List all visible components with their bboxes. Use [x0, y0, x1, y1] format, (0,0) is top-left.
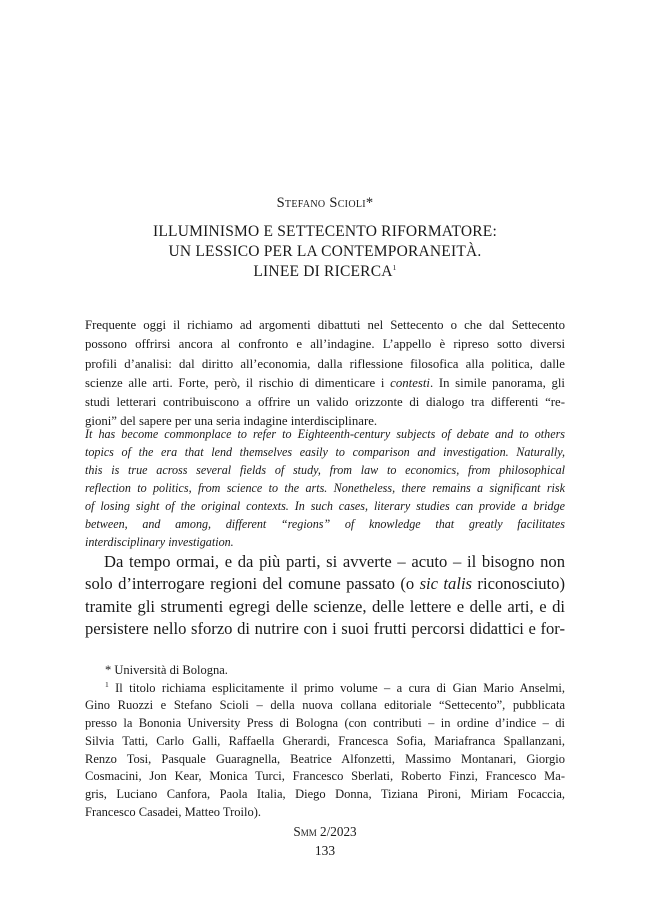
footnotes: [85, 662, 565, 821]
journal-citation: [0, 824, 650, 840]
footnote-line: presso la Bononia University Press di Bologna (con contributi – in ordine d’indice – di: [85, 716, 565, 731]
body-italic-phrase: sic talis: [419, 574, 473, 594]
title-footnote-mark: 1: [392, 262, 397, 272]
footnote-affiliation: * Università di Bologna.: [105, 663, 228, 677]
title-line: [0, 262, 650, 282]
title-line: ILLUMINISMO E SETTECENTO RIFORMATORE:: [153, 223, 497, 240]
abstract-line: studi letterari contribuiscono a offrire un valido orizzonte di dialogo tra differenti “re-: [85, 395, 565, 410]
abstract-line: It has become commonplace to refer to Eighteenth-century subjects of debate and to others: [85, 427, 565, 441]
abstract-text: . In simile panorama, gli: [429, 375, 565, 390]
title-line: UN LESSICO PER LA CONTEMPORANEITÀ.: [168, 243, 482, 260]
page-number: 133: [314, 843, 336, 858]
abstract-text: scienze alle arti. Forte, però, il rischio di dimenticare i: [85, 375, 391, 390]
footnote-line: Silvia Tatti, Carlo Galli, Raffaella Gherardi, Francesca Sofia, Mariafranca Spallanzani,: [85, 733, 565, 748]
body-text-span: riconosciuto): [472, 574, 565, 594]
body-line: tramite gli strumenti egregi delle scienze, delle lettere e delle arti, e di: [85, 596, 565, 616]
body-line: persistere nello sforzo di nutrire con i suoi frutti percorsi didattici e for-: [85, 619, 565, 639]
article-title: [0, 222, 650, 282]
footnote-line: Cosmacini, Jon Kear, Monica Turci, Francesco Sberlati, Roberto Finzi, Francesco Ma-: [85, 769, 565, 784]
abstract-line: topics of the era that lend themselves easily to comparison and investigation. Naturally,: [85, 445, 565, 459]
body-line: Da tempo ormai, e da più parti, si avverte – acuto – il bisogno non: [104, 552, 565, 571]
body-text-span: solo d’interrogare regioni del comune passato (o: [85, 574, 420, 594]
footnote-text: Il titolo richiama esplicitamente il primo volume – a cura di Gian Mario Anselmi,: [108, 680, 565, 695]
abstract-line: this is true across several fields of study, from law to economics, from philosophical: [85, 463, 565, 477]
footnote-line: [85, 680, 565, 698]
abstract-line: [85, 374, 565, 393]
abstract-line: gioni” del sapere per una seria indagine interdisciplinare.: [85, 414, 378, 429]
abstract-line: between, and among, different “regions” of knowledge that greatly facilitates: [85, 517, 565, 531]
footnote-line: Renzo Tosi, Pasquale Guaragnella, Beatrice Alfonzetti, Massimo Montanari, Giorgio: [85, 751, 565, 766]
body-line: [85, 573, 565, 595]
author-name: Stefano Scioli*: [276, 195, 374, 211]
title-line-text: LINEE DI RICERCA: [253, 263, 393, 280]
abstract-line: profili d’analisi: dal diritto all’economia, dalla riflessione filosofica alla politica, dalle: [85, 356, 565, 371]
body-text: [85, 551, 565, 641]
abstract-line: possono offrirsi ancora al confronto e all’indagine. L’appello è ripreso sotto diversi: [85, 337, 565, 352]
footnote-line: Francesco Casadei, Matteo Troilo).: [85, 804, 262, 819]
abstract-line: of losing sight of the original contexts. In such cases, literary studies can provide a bridge: [85, 499, 565, 513]
footnote-line: gris, Luciano Canfora, Paola Italia, Diego Donna, Tiziana Pironi, Miriam Focaccia,: [85, 786, 565, 801]
abstract-english: [85, 425, 565, 551]
abstract-italian: [85, 316, 565, 432]
abstract-italic-word: contesti: [390, 375, 430, 390]
abstract-line: Frequente oggi il richiamo ad argomenti dibattuti nel Settecento o che dal Settecento: [85, 318, 565, 332]
journal-issue: 2/2023: [320, 824, 357, 839]
abstract-line: interdisciplinary investigation.: [85, 535, 234, 549]
abstract-line: reflection to politics, from science to the arts. Nonetheless, there remains a significant risk: [85, 481, 565, 495]
journal-name: Smm: [293, 824, 317, 839]
footnote-mark: 1: [105, 679, 109, 689]
footnote-line: Gino Ruozzi e Stefano Scioli – della nuova collana editoriale “Settecento”, pubblicata: [85, 698, 565, 713]
